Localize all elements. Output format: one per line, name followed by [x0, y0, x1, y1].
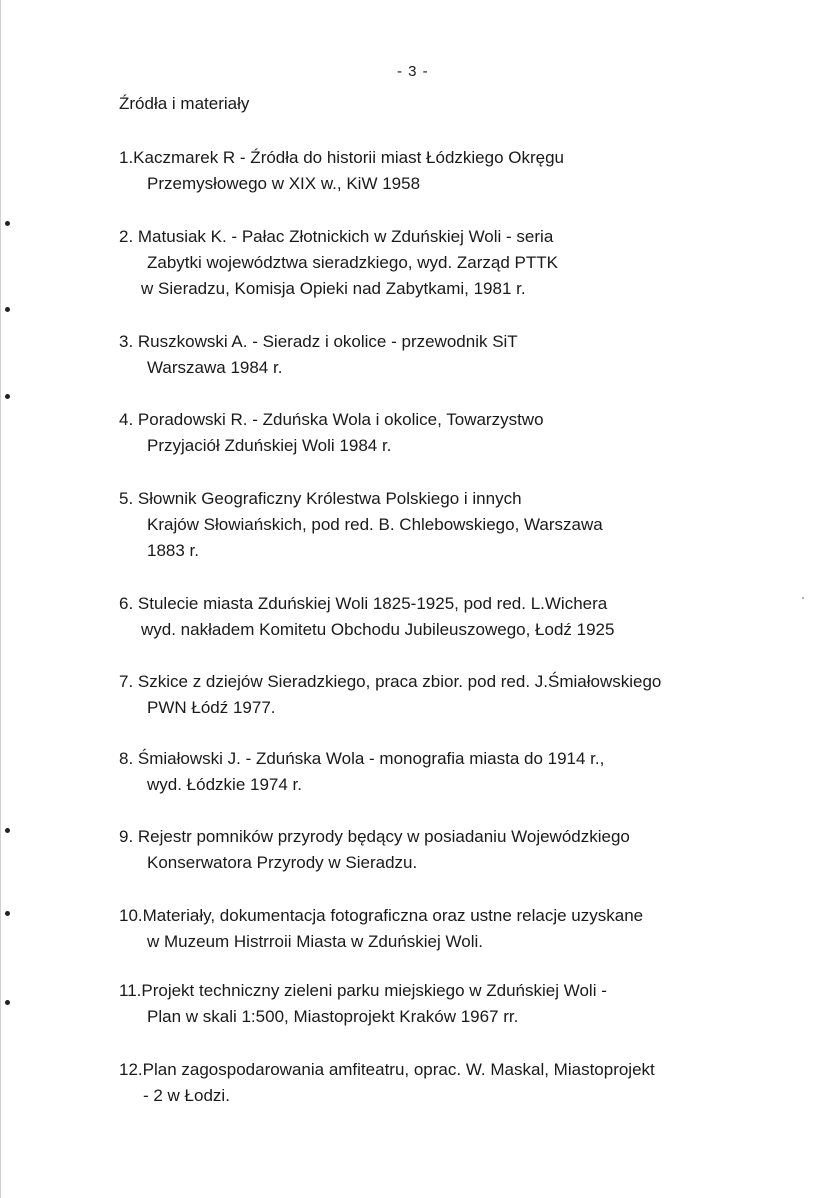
bibliography-entry-3 — [119, 329, 518, 381]
entry-line: wyd. Łódzkie 1974 r. — [147, 775, 302, 794]
scan-speck — [802, 597, 804, 599]
entry-line: Przemysłowego w XIX w., KiW 1958 — [147, 174, 421, 193]
entry-line: 9. Rejestr pomników przyrody będący w posiadaniu Wojewódzkiego — [119, 827, 630, 846]
entry-line: w Muzeum Histrroii Miasta w Zduńskiej Woli. — [147, 932, 483, 951]
bibliography-entry-5 — [119, 486, 603, 564]
bibliography-entry-6 — [119, 591, 614, 643]
bibliography-entry-10 — [119, 903, 643, 955]
bibliography-entry-2 — [119, 224, 558, 302]
entry-line: wyd. nakładem Komitetu Obchodu Jubileuszowego, Łodź 1925 — [141, 620, 615, 639]
entry-line: Krajów Słowiańskich, pod red. B. Chlebowskiego, Warszawa — [147, 515, 603, 534]
entry-line: Konserwatora Przyrody w Sieradzu. — [147, 853, 418, 872]
entry-line: 10.Materiały, dokumentacja fotograficzna oraz ustne relacje uzyskane — [119, 906, 644, 925]
entry-line: w Sieradzu, Komisja Opieki nad Zabytkami, 1981 r. — [141, 279, 526, 298]
entry-line: 3. Ruszkowski A. - Sieradz i okolice - przewodnik SiT — [119, 332, 518, 351]
entry-line: 1.Kaczmarek R - Źródła do historii miast Łódzkiego Okręgu — [119, 148, 565, 167]
entry-line: 12.Plan zagospodarowania amfiteatru, oprac. W. Maskal, Miastoprojekt — [119, 1060, 655, 1079]
entry-line: 1883 r. — [147, 541, 199, 560]
punch-mark — [5, 221, 10, 226]
bibliography-entry-8 — [119, 746, 604, 798]
bibliography-entry-1 — [119, 145, 564, 197]
entry-line: Zabytki województwa sieradzkiego, wyd. Zarząd PTTK — [147, 253, 558, 272]
bibliography-entry-4 — [119, 407, 544, 459]
entry-line: Przyjaciół Zduńskiej Woli 1984 r. — [147, 436, 392, 455]
entry-line: - 2 w Łodzi. — [143, 1086, 230, 1105]
page-number: - 3 - — [397, 63, 429, 80]
punch-mark — [5, 911, 10, 916]
entry-line: 4. Poradowski R. - Zduńska Wola i okolice, Towarzystwo — [119, 410, 544, 429]
punch-mark — [5, 394, 10, 399]
bibliography-entry-7 — [119, 669, 661, 721]
bibliography-entry-12 — [119, 1057, 655, 1109]
entry-line: 6. Stulecie miasta Zduńskiej Woli 1825-1925, pod red. L.Wichera — [119, 594, 608, 613]
bibliography-entry-9 — [119, 824, 630, 876]
entry-line: Warszawa 1984 r. — [147, 358, 283, 377]
entry-line: 5. Słownik Geograficzny Królestwa Polskiego i innych — [119, 489, 522, 508]
punch-mark — [5, 307, 10, 312]
punch-mark — [5, 1000, 10, 1005]
entry-line: Plan w skali 1:500, Miastoprojekt Kraków 1967 rr. — [147, 1007, 519, 1026]
section-heading: Źródła i materiały — [119, 94, 250, 113]
entry-line: PWN Łódź 1977. — [147, 698, 276, 717]
entry-line: 2. Matusiak K. - Pałac Złotnickich w Zduńskiej Woli - seria — [119, 227, 554, 246]
entry-line: 11.Projekt techniczny zieleni parku miejskiego w Zduńskiej Woli - — [119, 981, 607, 1000]
bibliography-entry-11 — [119, 978, 607, 1030]
entry-line: 8. Śmiałowski J. - Zduńska Wola - monografia miasta do 1914 r., — [119, 749, 605, 768]
entry-line: 7. Szkice z dziejów Sieradzkiego, praca zbior. pod red. J.Śmiałowskiego — [119, 672, 662, 691]
punch-mark — [5, 828, 10, 833]
